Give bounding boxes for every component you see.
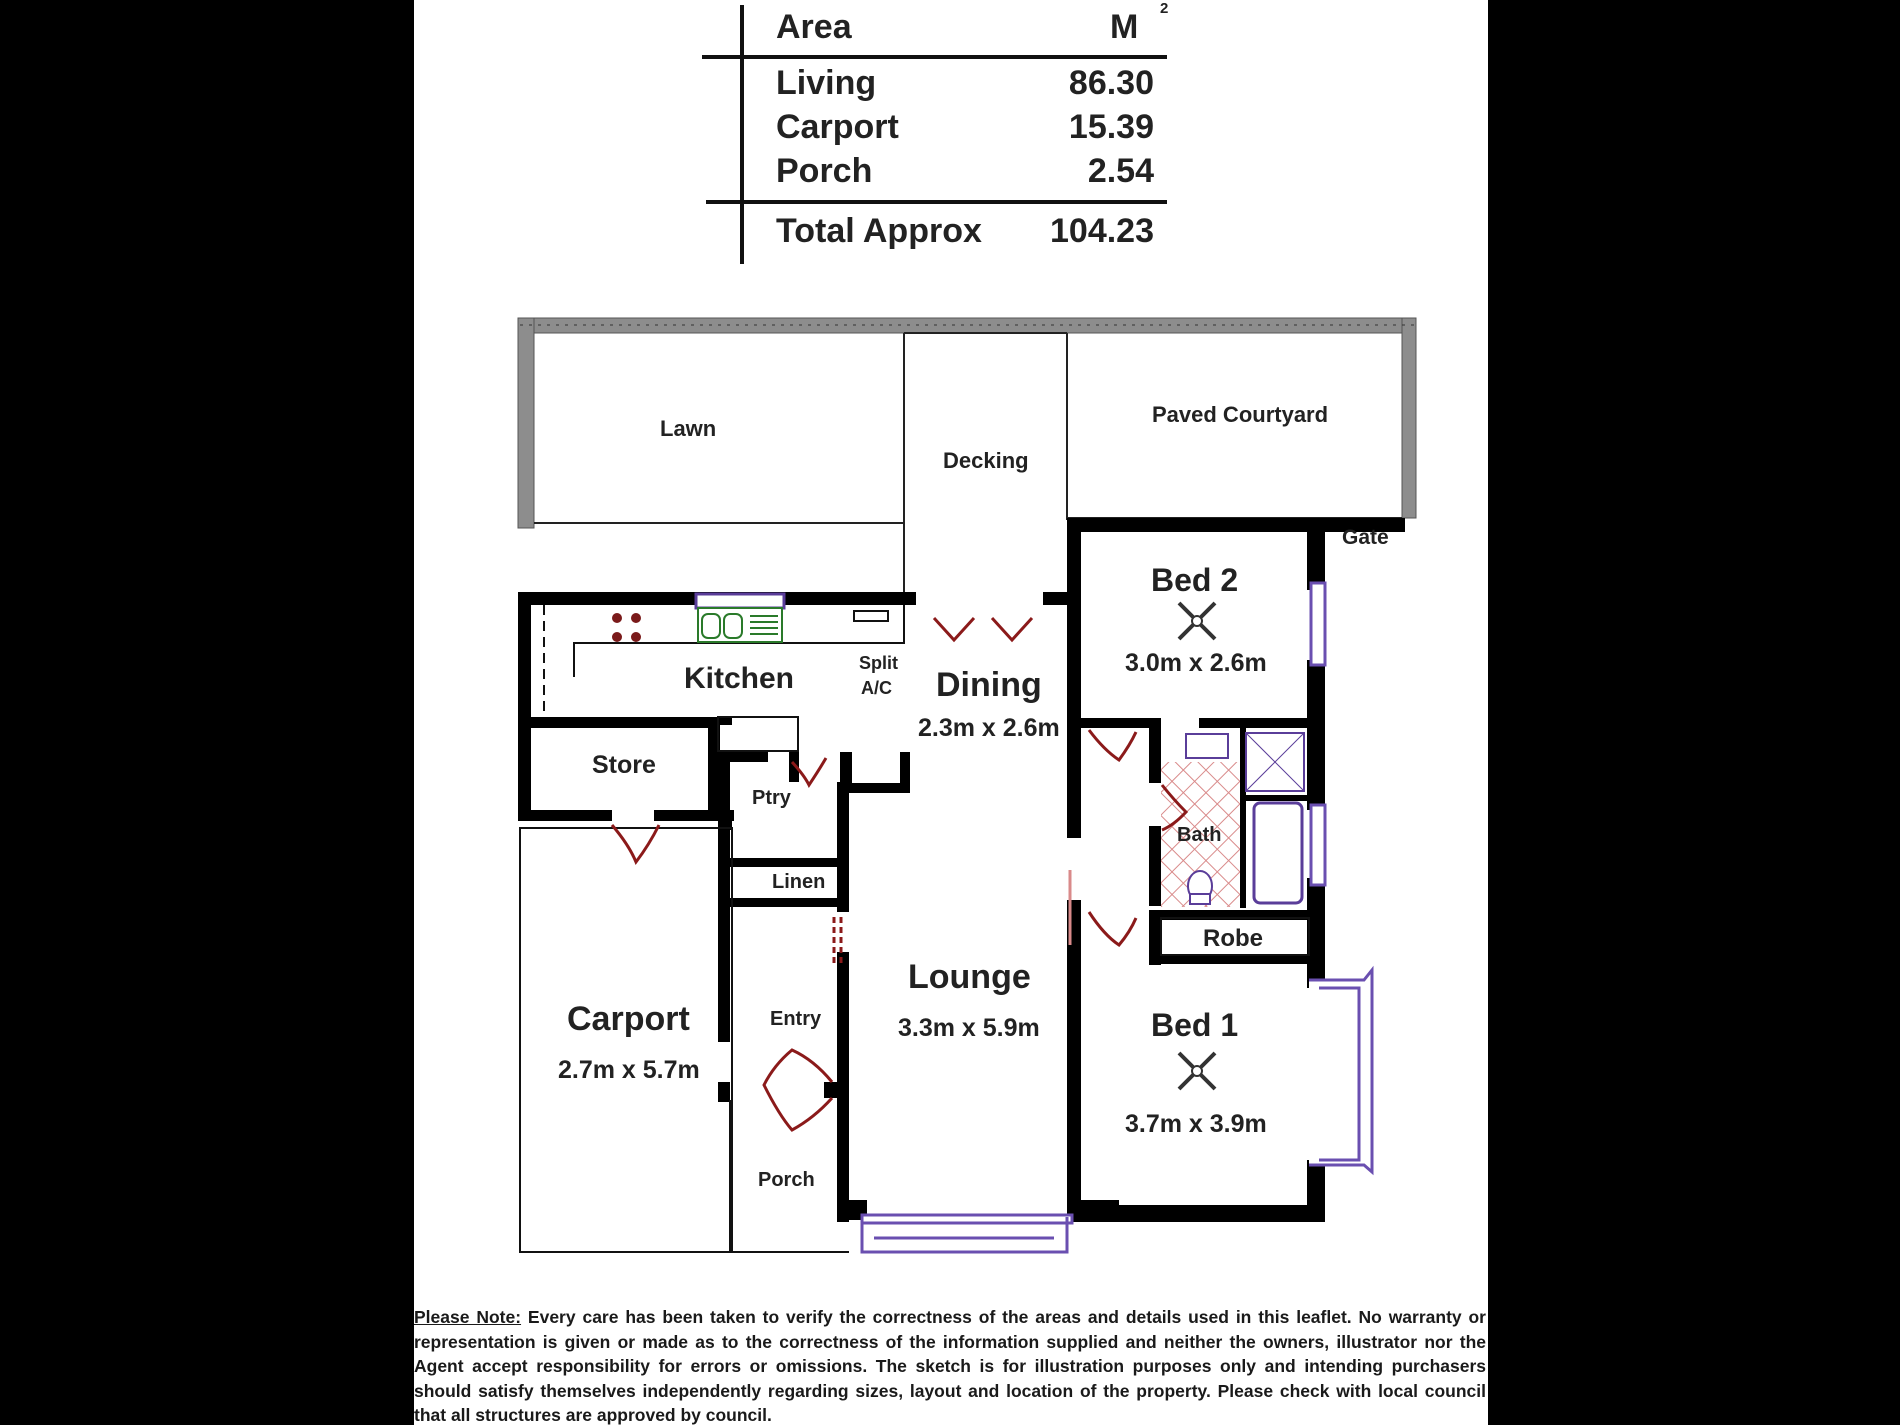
- label-dining: Dining: [936, 666, 1042, 704]
- label-lounge-size: 3.3m x 5.9m: [898, 1014, 1040, 1042]
- area-row-label: Living: [776, 64, 877, 102]
- label-paved-courtyard: Paved Courtyard: [1152, 402, 1329, 427]
- area-row-value: 2.54: [1087, 152, 1154, 190]
- label-carport: Carport: [567, 1000, 690, 1038]
- label-split-ac-line1: Split: [859, 653, 898, 673]
- label-ptry: Ptry: [752, 787, 791, 809]
- label-lawn: Lawn: [660, 416, 717, 441]
- area-header-unit: M: [1110, 8, 1139, 46]
- label-bed1: Bed 1: [1151, 1007, 1239, 1043]
- sink-icon: [696, 594, 784, 642]
- label-entry: Entry: [770, 1008, 822, 1030]
- label-gate: Gate: [1342, 526, 1389, 549]
- bath-wet-area: [1161, 733, 1304, 907]
- label-bath: Bath: [1177, 824, 1222, 846]
- label-bed2-size: 3.0m x 2.6m: [1125, 649, 1267, 677]
- area-total-label: Total Approx: [776, 212, 982, 250]
- label-carport-size: 2.7m x 5.7m: [558, 1056, 700, 1084]
- disclaimer-heading: Please Note:: [414, 1307, 522, 1327]
- label-porch: Porch: [758, 1169, 815, 1191]
- area-header-label: Area: [776, 8, 852, 46]
- label-bed1-size: 3.7m x 3.9m: [1125, 1110, 1267, 1138]
- area-header-unit-superscript: 2: [1160, 0, 1169, 17]
- disclaimer: [414, 1305, 1486, 1425]
- label-store: Store: [592, 751, 656, 779]
- floor-plan-drawing: [414, 0, 1488, 1425]
- area-row-label: Porch: [776, 152, 873, 190]
- label-dining-size: 2.3m x 2.6m: [918, 714, 1060, 742]
- label-kitchen: Kitchen: [684, 662, 795, 695]
- floor-plan-sheet: [414, 0, 1488, 1425]
- label-robe: Robe: [1203, 925, 1263, 952]
- area-row-value: 86.30: [1068, 64, 1154, 102]
- label-bed2: Bed 2: [1151, 562, 1239, 598]
- area-row-label: Carport: [776, 108, 899, 146]
- label-decking: Decking: [943, 448, 1029, 473]
- label-split-ac-line2: A/C: [861, 678, 892, 698]
- area-total-value: 104.23: [1050, 212, 1154, 250]
- disclaimer-text: Every care has been taken to verify the correctness of the areas and details used in this leaflet. No warranty or representation is given or made as to the correctness of the information supplied and neither the owners, illustrator nor the Agent accept responsibility for errors or omissions. The sketch is for illustration purposes only and intending purchasers should satisfy themselves independently regarding sizes, layout and location of the property. Please check with local council that all structures are approved by council.: [414, 1307, 1486, 1425]
- label-lounge: Lounge: [908, 958, 1031, 996]
- label-linen: Linen: [772, 871, 826, 893]
- cooktop-icon: [612, 613, 641, 642]
- area-row-value: 15.39: [1068, 108, 1154, 146]
